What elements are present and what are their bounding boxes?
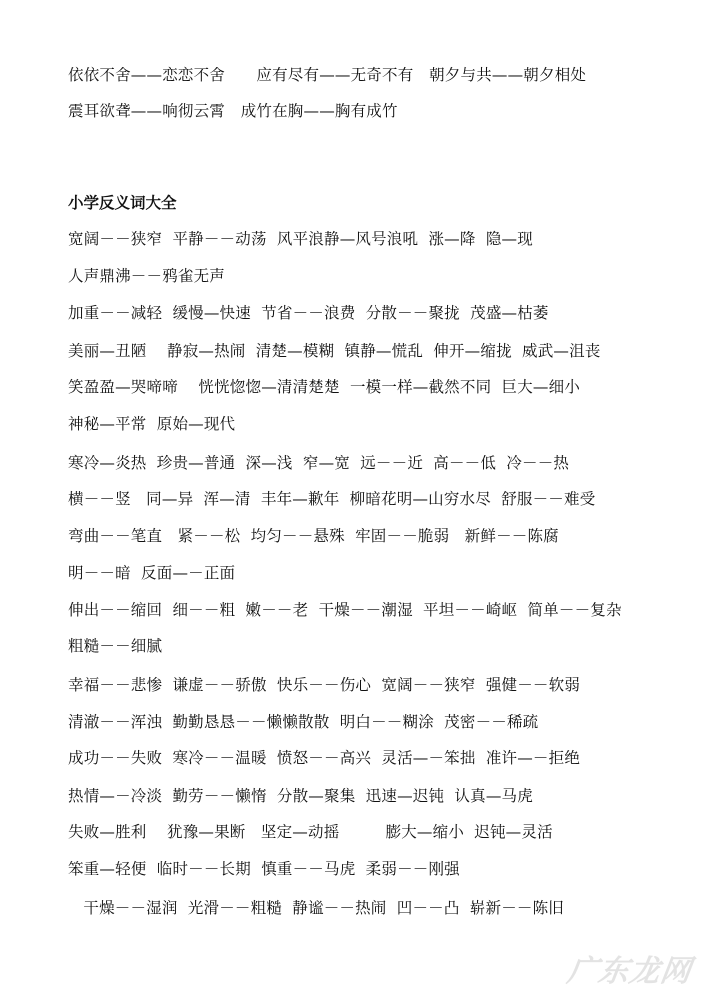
antonym-line-1: 宽阔－－狭窄 平静－－动荡 风平浪静—风号浪吼 涨—降 隐—现 xyxy=(68,230,533,248)
antonym-line-15: 成功－－失败 寒冷－－温暖 愤怒－－高兴 灵活—－笨拙 准许—－拒绝 xyxy=(68,749,581,767)
antonym-line-6: 神秘—平常 原始—现代 xyxy=(68,415,236,433)
antonym-line-19: 干燥－－湿润 光滑－－粗糙 静谧－－热闹 凹－－凸 崭新－－陈旧 xyxy=(68,899,564,917)
antonym-line-10: 明－－暗 反面—－正面 xyxy=(68,564,236,582)
antonym-line-8: 横－－竖 同—异 浑—清 丰年—歉年 柳暗花明—山穷水尽 舒服－－难受 xyxy=(68,490,596,508)
antonym-line-4: 美丽—丑陋 静寂—热闹 清楚—模糊 镇静—慌乱 伸开—缩拢 威武—沮丧 xyxy=(68,342,601,360)
antonym-line-3: 加重－－减轻 缓慢—快速 节省－－浪费 分散－－聚拢 茂盛—枯萎 xyxy=(68,304,549,322)
antonym-line-17: 失败—胜利 犹豫—果断 坚定—动摇 膨大—缩小 迟钝—灵活 xyxy=(68,823,553,841)
antonym-line-13: 幸福－－悲惨 谦虚－－骄傲 快乐－－伤心 宽阔－－狭窄 强健－－软弱 xyxy=(68,676,581,694)
antonym-line-5: 笑盈盈—哭啼啼 恍恍惚惚—清清楚楚 一模一样—截然不同 巨大—细小 xyxy=(68,378,581,396)
site-watermark: 广东龙网 xyxy=(565,954,694,989)
antonym-line-9: 弯曲－－笔直 紧－－松 均匀－－悬殊 牢固－－脆弱 新鲜－－陈腐 xyxy=(68,527,559,545)
antonym-line-14: 清澈－－浑浊 勤勤恳恳－－懒懒散散 明白－－糊涂 茂密－－稀疏 xyxy=(68,713,539,731)
antonym-line-12: 粗糙－－细腻 xyxy=(68,637,163,655)
idiom-synonym-line-1: 依依不舍——恋恋不舍 应有尽有——无奇不有 朝夕与共——朝夕相处 xyxy=(68,66,587,84)
antonym-line-7: 寒冷—炎热 珍贵—普通 深—浅 窄—宽 远－－近 高－－低 冷－－热 xyxy=(68,454,570,472)
antonym-line-18: 笨重—轻便 临时－－长期 慎重－－马虎 柔弱－－刚强 xyxy=(68,860,460,878)
idiom-synonym-line-2: 震耳欲聋——响彻云霄 成竹在胸——胸有成竹 xyxy=(68,102,398,120)
antonym-line-11: 伸出－－缩回 细－－粗 嫩－－老 干燥－－潮湿 平坦－－崎岖 简单－－复杂 xyxy=(68,601,622,619)
antonym-line-2: 人声鼎沸－－鸦雀无声 xyxy=(68,267,226,285)
section-title: 小学反义词大全 xyxy=(68,193,177,212)
antonym-line-16: 热情—－冷淡 勤劳－－懒惰 分散—聚集 迅速—迟钝 认真—马虎 xyxy=(68,787,533,805)
